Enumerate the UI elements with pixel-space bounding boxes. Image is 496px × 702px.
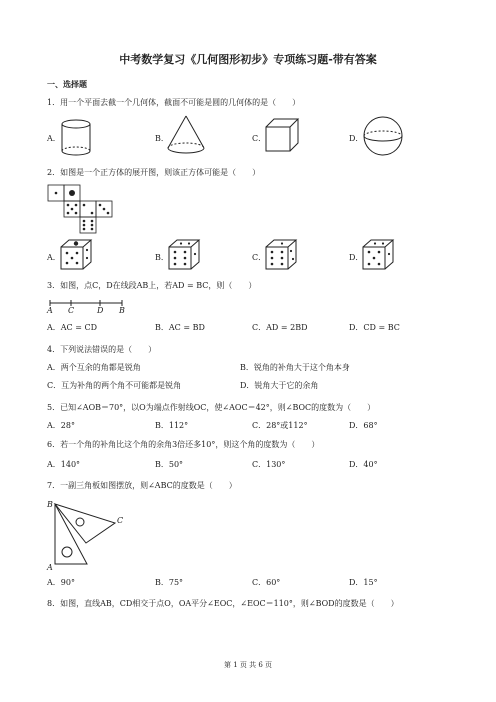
q1-option-c: C． xyxy=(252,134,267,143)
q2-option-a: A． xyxy=(47,253,61,262)
q4-option-b: B．锐角的补角大于这个角本身 xyxy=(240,363,350,372)
sphere-icon xyxy=(362,115,404,157)
point-label-b: B xyxy=(119,306,125,315)
dice-cube-icon xyxy=(168,239,202,271)
point-label-c: C xyxy=(68,306,75,315)
q3-option-a: A．AC = CD xyxy=(47,323,97,332)
q2-option-d: D． xyxy=(349,253,364,262)
q7-stem: 7．一副三角板如图摆放，则∠ABC的度数是（ ） xyxy=(47,481,237,490)
q5-option-b: B．112° xyxy=(155,421,189,430)
point-label-d: D xyxy=(97,306,104,315)
q4-option-d: D．锐角大于它的余角 xyxy=(240,381,319,390)
q6-option-d: D．40° xyxy=(349,460,378,469)
q6-option-c: C．130° xyxy=(252,460,286,469)
q5-option-d: D．68° xyxy=(349,421,378,430)
q2-stem: 2．如图是一个正方体的展开图，则该正方体可能是（ ） xyxy=(47,168,261,177)
point-label-a: A xyxy=(47,306,53,315)
q5-option-a: A．28° xyxy=(47,421,75,430)
q3-option-c: C．AD = 2BD xyxy=(252,323,308,332)
q3-stem: 3．如图，点C，D在线段AB上，若AD = BC，则（ ） xyxy=(47,281,257,290)
q6-option-a: A．140° xyxy=(47,460,81,469)
q7-option-c: C．60° xyxy=(252,578,281,587)
cube-icon xyxy=(263,116,301,154)
q3-option-b: B．AC = BD xyxy=(155,323,205,332)
q4-option-a: A．两个互余的角都是锐角 xyxy=(47,363,141,372)
q6-option-b: B．50° xyxy=(155,460,184,469)
dice-cube-icon xyxy=(265,239,299,271)
q1-option-d: D． xyxy=(349,134,364,143)
q5-stem: 5．已知∠AOB＝70°，以O为端点作射线OC，使∠AOC＝42°，则∠BOC的度数为（ ） xyxy=(47,403,376,412)
cone-icon xyxy=(165,114,207,156)
triangle-set-figure xyxy=(50,500,125,570)
q5-option-c: C．28°或112° xyxy=(252,421,308,430)
q6-stem: 6．若一个角的补角比这个角的余角3倍还多10°，则这个角的度数为（ ） xyxy=(47,440,320,449)
q7-option-d: D．15° xyxy=(349,578,378,587)
dice-cube-icon xyxy=(362,239,396,271)
page-title: 中考数学复习《几何图形初步》专项练习题-带有答案 xyxy=(119,53,377,66)
segment-figure xyxy=(47,296,127,318)
cylinder-icon xyxy=(58,118,94,158)
vertex-label-b: B xyxy=(47,500,53,509)
vertex-label-c: C xyxy=(117,516,124,525)
q4-option-c: C．互为补角的两个角不可能都是锐角 xyxy=(47,381,182,390)
dice-cube-icon xyxy=(60,239,94,271)
q2-option-c: C． xyxy=(252,253,267,262)
q1-stem: 1．用一个平面去截一个几何体，截面不可能是圆的几何体的是（ ） xyxy=(47,98,301,107)
q3-option-d: D．CD = BC xyxy=(349,323,400,332)
cube-net-figure xyxy=(47,184,113,234)
page-footer: 第 1 页 共 6 页 xyxy=(223,661,273,669)
q1-option-a: A． xyxy=(47,134,61,143)
q2-option-b: B． xyxy=(155,253,169,262)
q4-stem: 4．下列说法错误的是（ ） xyxy=(47,345,157,354)
vertex-label-a: A xyxy=(47,563,53,572)
q1-option-b: B． xyxy=(155,134,169,143)
q8-stem: 8．如图，直线AB，CD相交于点O，OA平分∠EOC，∠EOC＝110°，则∠BOD的度数是（ ） xyxy=(47,599,399,608)
q7-option-b: B．75° xyxy=(155,578,184,587)
section-heading: 一、选择题 xyxy=(47,80,87,89)
q7-option-a: A．90° xyxy=(47,578,75,587)
